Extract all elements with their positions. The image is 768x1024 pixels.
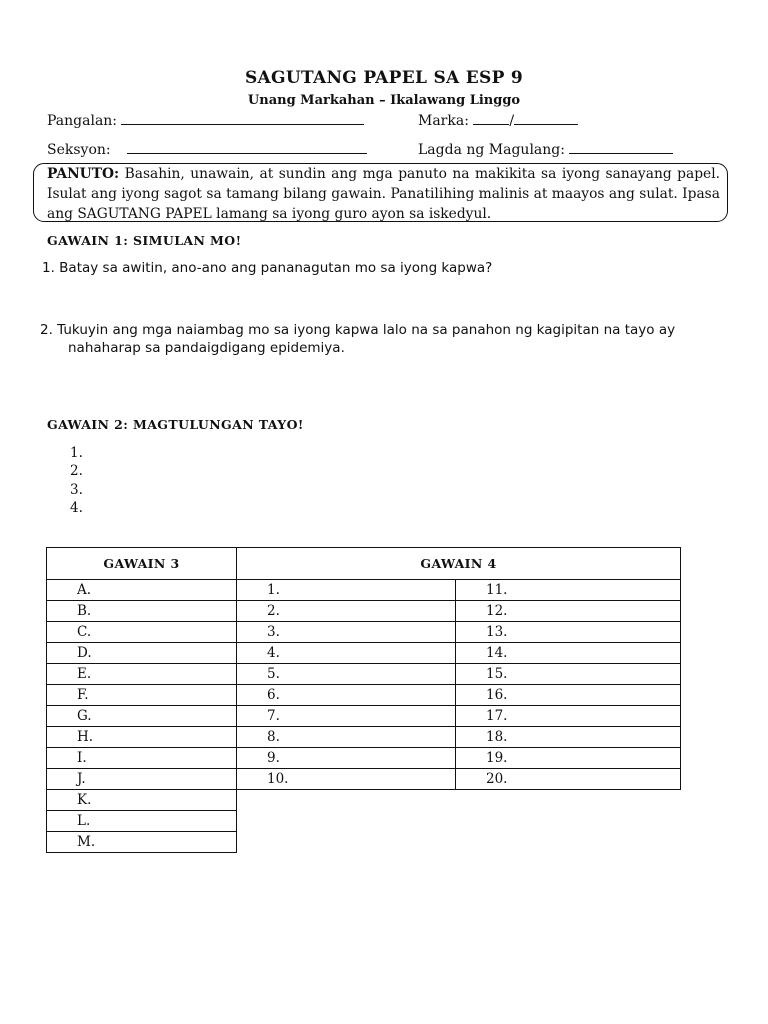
- name-field: [47, 111, 364, 129]
- score-total-blank[interactable]: [514, 111, 578, 125]
- answer-table: [46, 547, 681, 853]
- gawain3-cell[interactable]: M.: [47, 832, 237, 853]
- instructions-text: [47, 164, 720, 224]
- table-row: [47, 727, 681, 748]
- parent-sign-field: [418, 140, 673, 158]
- gawain4-cell[interactable]: 18.: [456, 727, 681, 748]
- table-header-row: [47, 548, 681, 580]
- gawain4-cell[interactable]: 11.: [456, 580, 681, 601]
- gawain4-cell[interactable]: 16.: [456, 685, 681, 706]
- table-empty-space: [237, 832, 681, 853]
- gawain3-header: GAWAIN 3: [47, 548, 237, 580]
- table-row: [47, 601, 681, 622]
- table-row: [47, 832, 681, 853]
- gawain2-heading: GAWAIN 2: MAGTULUNGAN TAYO!: [47, 417, 304, 432]
- gawain3-cell[interactable]: H.: [47, 727, 237, 748]
- gawain4-header: GAWAIN 4: [237, 548, 681, 580]
- table-row: [47, 811, 681, 832]
- gawain3-cell[interactable]: A.: [47, 580, 237, 601]
- page-title: SAGUTANG PAPEL SA ESP 9: [244, 68, 524, 88]
- table-row: [47, 769, 681, 790]
- instructions-label: PANUTO:: [47, 166, 120, 182]
- table-row: [47, 580, 681, 601]
- gawain3-cell[interactable]: C.: [47, 622, 237, 643]
- instructions-body: Basahin, unawain, at sundin ang mga panuto na makikita sa iyong sanayang papel. Isulat ang iyong sagot sa tamang bilang gawain. Panatilihing malinis at maayos ang sulat. Ipasa ang SAGUTANG PAPEL lamang sa iyong guro ayon sa iskedyul.: [47, 166, 720, 222]
- gawain4-cell[interactable]: 3.: [237, 622, 456, 643]
- gawain4-cell[interactable]: 9.: [237, 748, 456, 769]
- table-row: [47, 748, 681, 769]
- gawain3-cell[interactable]: I.: [47, 748, 237, 769]
- name-blank[interactable]: [121, 111, 364, 125]
- gawain4-cell[interactable]: 7.: [237, 706, 456, 727]
- section-label: Seksyon:: [47, 142, 111, 158]
- parent-sign-blank[interactable]: [569, 140, 673, 154]
- table-row: [47, 643, 681, 664]
- table-row: [47, 664, 681, 685]
- gawain4-cell[interactable]: 8.: [237, 727, 456, 748]
- gawain3-cell[interactable]: E.: [47, 664, 237, 685]
- gawain1-question-1: 1. Batay sa awitin, ano-ano ang pananagutan mo sa iyong kapwa?: [42, 260, 493, 276]
- gawain3-cell[interactable]: B.: [47, 601, 237, 622]
- gawain4-cell[interactable]: 14.: [456, 643, 681, 664]
- name-label: Pangalan:: [47, 113, 118, 129]
- gawain2-item-3: 3.: [70, 482, 83, 498]
- gawain4-cell[interactable]: 19.: [456, 748, 681, 769]
- section-field: [47, 140, 367, 158]
- table-row: [47, 706, 681, 727]
- gawain4-cell[interactable]: 20.: [456, 769, 681, 790]
- gawain1-question-2-cont: nahaharap sa pandaigdigang epidemiya.: [68, 340, 345, 356]
- score-separator: /: [509, 113, 515, 129]
- gawain1-question-2: 2. Tukuyin ang mga naiambag mo sa iyong kapwa lalo na sa panahon ng kagipitan na tayo ay: [40, 322, 676, 338]
- gawain1-heading: GAWAIN 1: SIMULAN MO!: [47, 233, 242, 248]
- gawain4-cell[interactable]: 17.: [456, 706, 681, 727]
- gawain3-cell[interactable]: G.: [47, 706, 237, 727]
- table-empty-space: [237, 811, 681, 832]
- table-row: [47, 790, 681, 811]
- gawain2-item-4: 4.: [70, 500, 83, 516]
- gawain3-cell[interactable]: K.: [47, 790, 237, 811]
- table-row: [47, 622, 681, 643]
- gawain4-cell[interactable]: 15.: [456, 664, 681, 685]
- section-blank[interactable]: [127, 140, 367, 154]
- gawain4-cell[interactable]: 10.: [237, 769, 456, 790]
- gawain4-cell[interactable]: 4.: [237, 643, 456, 664]
- parent-sign-label: Lagda ng Magulang:: [418, 142, 565, 158]
- gawain3-cell[interactable]: F.: [47, 685, 237, 706]
- gawain3-cell[interactable]: J.: [47, 769, 237, 790]
- page-subtitle: Unang Markahan – Ikalawang Linggo: [247, 93, 521, 108]
- table-empty-space: [237, 790, 681, 811]
- gawain4-cell[interactable]: 2.: [237, 601, 456, 622]
- score-label: Marka:: [418, 113, 469, 129]
- gawain4-cell[interactable]: 6.: [237, 685, 456, 706]
- gawain2-item-1: 1.: [70, 445, 83, 461]
- gawain4-cell[interactable]: 12.: [456, 601, 681, 622]
- score-blank[interactable]: [473, 111, 509, 125]
- table-row: [47, 685, 681, 706]
- gawain3-cell[interactable]: D.: [47, 643, 237, 664]
- gawain4-cell[interactable]: 1.: [237, 580, 456, 601]
- gawain4-cell[interactable]: 13.: [456, 622, 681, 643]
- gawain4-cell[interactable]: 5.: [237, 664, 456, 685]
- gawain3-cell[interactable]: L.: [47, 811, 237, 832]
- gawain2-item-2: 2.: [70, 463, 83, 479]
- score-field: [418, 111, 578, 129]
